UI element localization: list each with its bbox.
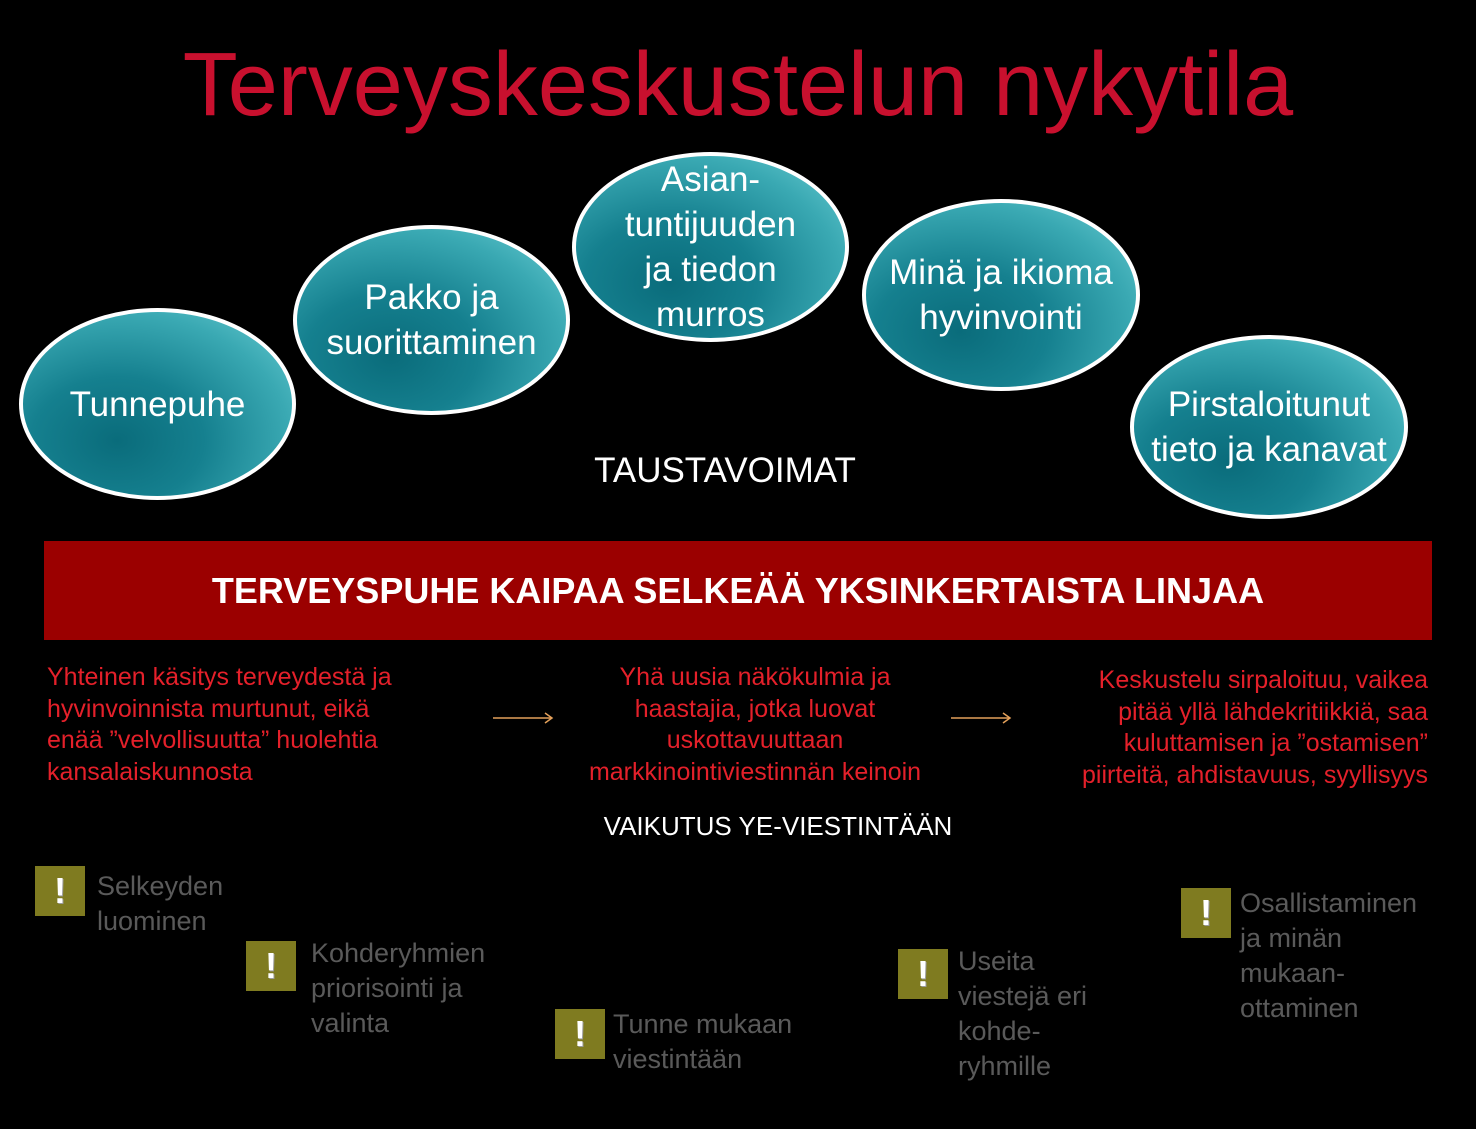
impact-item-text: Selkeyden luominen (97, 871, 224, 936)
force-label: Tunnepuhe (69, 384, 246, 424)
exclamation-icon (555, 1009, 605, 1059)
exclamation-icon (246, 941, 296, 991)
exclamation-symbol: ! (54, 870, 66, 911)
force-pakko-ja-suorittaminen (293, 225, 570, 415)
exclamation-symbol: ! (265, 945, 277, 986)
force-label: Pirstaloitunut tieto ja kanavat (1151, 385, 1387, 469)
force-mina-ja-ikioma-hyvinvointi (862, 199, 1140, 391)
main-banner (44, 541, 1432, 640)
exclamation-icon (1181, 888, 1231, 938)
background-forces-label: TAUSTAVOIMAT (594, 451, 856, 490)
force-pirstaloitunut-tieto (1130, 335, 1408, 519)
exclamation-symbol: ! (917, 953, 929, 994)
exclamation-symbol: ! (574, 1013, 586, 1054)
exclamation-icon (898, 949, 948, 999)
effect-text-left: Yhteinen käsitys terveydestä ja hyvinvoinnista murtunut, eikä enää ”velvollisuutta” huolehtia kansalaiskunnosta (47, 663, 392, 786)
exclamation-icon (35, 866, 85, 916)
slide-title: Terveyskeskustelun nykytila (182, 35, 1294, 135)
arrow-right-icon (490, 710, 556, 726)
impact-item-text: Osallistaminen ja minän mukaan- ottaminen (1240, 888, 1418, 1023)
effect-text-right: Keskustelu sirpaloituu, vaikea pitää yllä lähdekritiikkiä, saa kuluttamisen ja ”ostamisen” piirteitä, ahdistavuus, syyllisyys (1082, 666, 1428, 789)
force-label: Asian- tuntijuuden ja tiedon murros (624, 160, 797, 334)
impact-item-text: Tunne mukaan viestintään (613, 1009, 793, 1074)
exclamation-symbol: ! (1200, 892, 1212, 933)
force-asiantuntijuuden-murros (572, 152, 849, 342)
effect-text-middle: Yhä uusia näkökulmia ja haastajia, jotka luovat uskottavuuttaan markkinointiviestinnän keinoin (588, 663, 922, 786)
impact-item-text: Useita viestejä eri kohde- ryhmille (958, 946, 1088, 1081)
impact-label: VAIKUTUS YE-VIESTINTÄÄN (603, 811, 953, 841)
impact-item-text: Kohderyhmien priorisointi ja valinta (311, 938, 486, 1038)
force-label: Minä ja ikioma hyvinvointi (889, 253, 1113, 337)
force-tunnepuhe (19, 308, 296, 500)
force-label: Pakko ja suorittaminen (326, 278, 537, 362)
banner-text: TERVEYSPUHE KAIPAA SELKEÄÄ YKSINKERTAISTA LINJAA (211, 569, 1265, 611)
